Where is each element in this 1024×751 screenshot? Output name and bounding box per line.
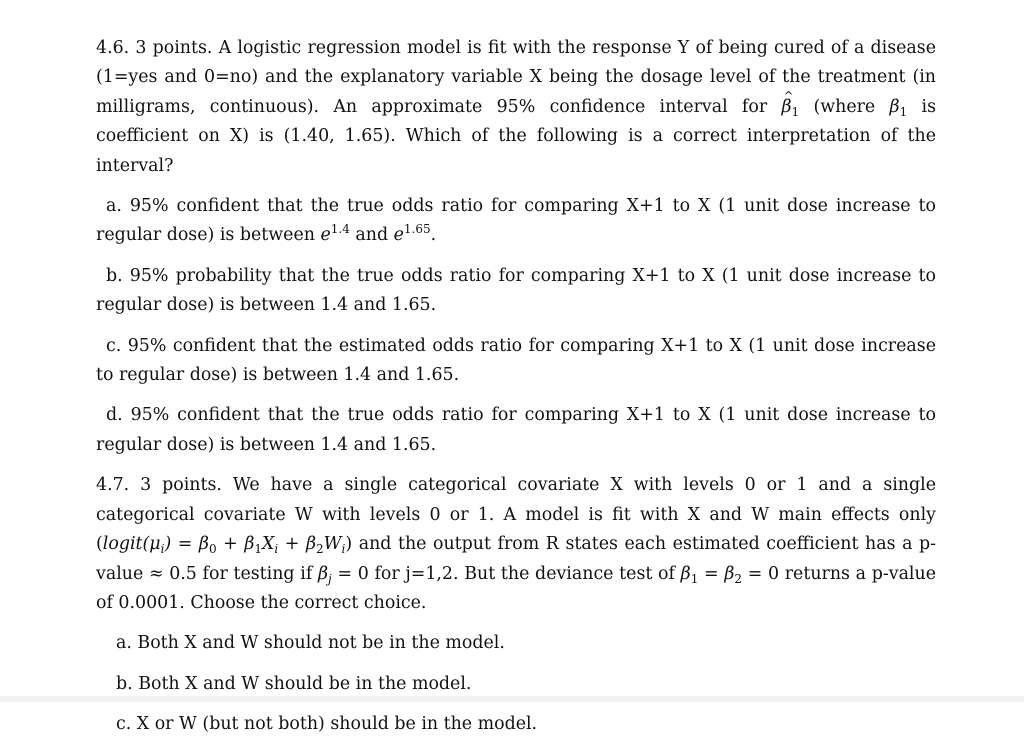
question-4-6-option-d[interactable]: d. 95% confident that the true odds ratio for comparing X+1 to X (1 unit dose increase to regular dose) is between 1.4 and 1.65. <box>96 405 936 455</box>
question-4-6-option-c[interactable]: c. 95% confident that the estimated odds ratio for comparing X+1 to X (1 unit dose increase to regular dose) is between 1.4 and 1.65. <box>96 335 936 386</box>
question-points: 3 points. <box>135 38 213 58</box>
question-4-7-stem: 4.7. 3 points. We have a single categorical covariate X with levels 0 or 1 and a single categorical covariate W with levels 0 or 1. A model is fit with X and W main effects only $(logit(\mu_i) = \beta_0 + \beta_1X_i + \beta_2W_i)$ and the output from R states each estimated coefficient has a p-value ≈ 0.5 for testing if $\beta_j = 0$ for j=1,2. But the deviance test of $\beta_1 = \beta_2 = 0$ returns a p-value of 0.0001. Choose the correct choice. <box>96 475 937 613</box>
logit-function: logit <box>102 534 143 555</box>
question-4-7-option-a[interactable]: a. Both X and W should not be in the model. <box>116 633 505 654</box>
question-4-7-option-c[interactable]: c. X or W (but not both) should be in the model. <box>116 714 538 735</box>
question-number: 4.6. <box>96 38 130 58</box>
document-page <box>96 34 936 751</box>
bottom-edge-shade <box>0 696 1024 702</box>
beta-hat-1: ^ β <box>781 93 791 122</box>
question-4-7-option-b[interactable]: b. Both X and W should be in the model. <box>116 673 472 694</box>
question-points: 3 points. <box>140 475 222 496</box>
question-4-6-option-b[interactable]: b. 95% probability that the true odds ratio for comparing X+1 to X (1 unit dose increase to regular dose) is between 1.4 and 1.65. <box>96 265 936 316</box>
question-4-6-option-a[interactable]: a. 95% confident that the true odds ratio for comparing X+1 to X (1 unit dose increase to regular dose) is between $e^{1.4}$ and $e^{1.65}$. <box>96 196 936 246</box>
question-number: 4.7. <box>96 475 130 496</box>
beta-1: β <box>889 96 900 117</box>
question-4-6-stem: 4.6. 3 points. A logistic regression model is fit with the response Y of being cured of a disease (1=yes and 0=no) and the explanatory variable X being the dosage level of the treatment (in milligrams, continuous). An approximate 95% confidence interval for ^ $\beta_1$ (where $\beta_1$ is coefficient on X) is (1.40, 1.65). Which of the following is a correct interpretation of the interval? <box>96 34 936 181</box>
